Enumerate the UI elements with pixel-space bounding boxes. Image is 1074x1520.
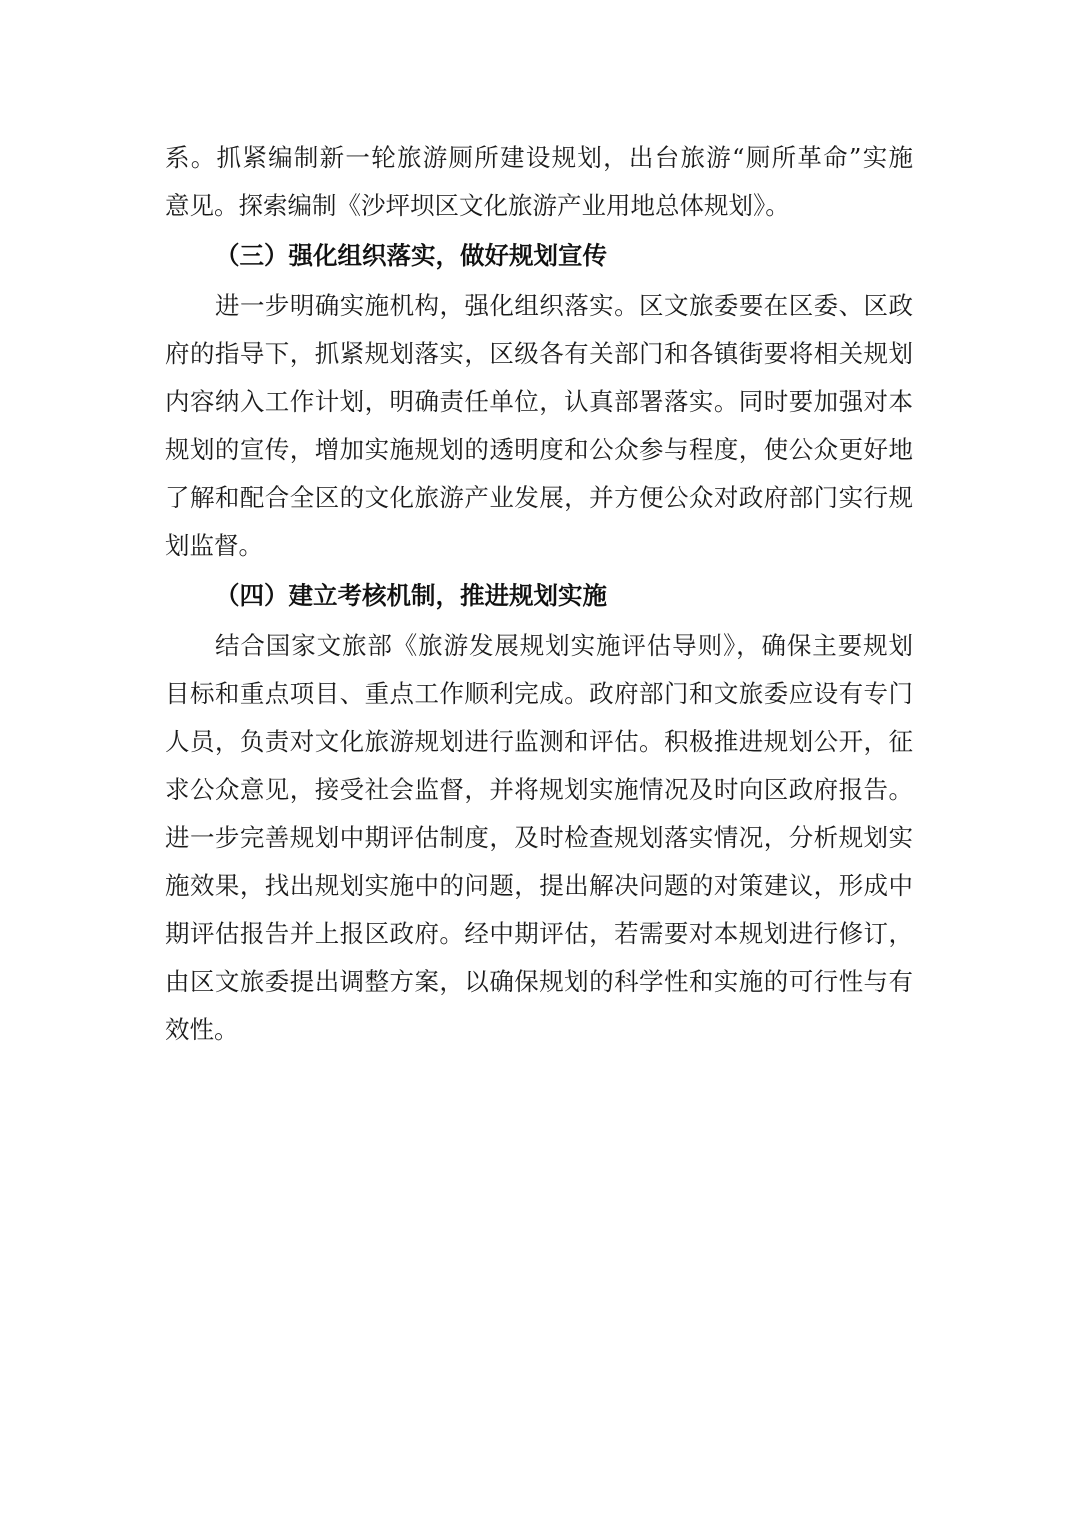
paragraph-line: 效性。 xyxy=(165,1015,239,1044)
paragraph-line: 划监督。 xyxy=(165,531,263,560)
paragraph-line: 结合国家文旅部《旅游发展规划实施评估导则》，确保主要规划 xyxy=(215,631,913,660)
paragraph-line: 进一步明确实施机构，强化组织落实。区文旅委要在区委、区政 xyxy=(215,291,913,320)
document-body xyxy=(165,134,913,1054)
paragraph-line: 系。抓紧编制新一轮旅游厕所建设规划，出台旅游“厕所革命”实施 xyxy=(165,143,913,172)
paragraph-line: 求公众意见，接受社会监督，并将规划实施情况及时向区政府报告。 xyxy=(165,775,913,804)
paragraph-line: 了解和配合全区的文化旅游产业发展，并方便公众对政府部门实行规 xyxy=(165,483,913,512)
paragraph-line: 施效果，找出规划实施中的问题，提出解决问题的对策建议，形成中 xyxy=(165,871,913,900)
paragraph-line: 人员，负责对文化旅游规划进行监测和评估。积极推进规划公开，征 xyxy=(165,727,913,756)
paragraph-line: 内容纳入工作计划，明确责任单位，认真部署落实。同时要加强对本 xyxy=(165,387,913,416)
paragraph-line: 府的指导下，抓紧规划落实，区级各有关部门和各镇街要将相关规划 xyxy=(165,339,913,368)
paragraph-line: 进一步完善规划中期评估制度，及时检查规划落实情况，分析规划实 xyxy=(165,823,913,852)
section-heading-3: （三）强化组织落实，做好规划宣传 xyxy=(215,241,607,270)
paragraph-line: 目标和重点项目、重点工作顺利完成。政府部门和文旅委应设有专门 xyxy=(165,679,913,708)
paragraph-line: 由区文旅委提出调整方案，以确保规划的科学性和实施的可行性与有 xyxy=(165,967,913,996)
paragraph-line: 意见。探索编制《沙坪坝区文化旅游产业用地总体规划》。 xyxy=(165,191,790,220)
paragraph-line: 规划的宣传，增加实施规划的透明度和公众参与程度，使公众更好地 xyxy=(165,435,913,464)
paragraph-line: 期评估报告并上报区政府。经中期评估，若需要对本规划进行修订， xyxy=(165,919,913,948)
section-heading-4: （四）建立考核机制，推进规划实施 xyxy=(215,581,607,610)
